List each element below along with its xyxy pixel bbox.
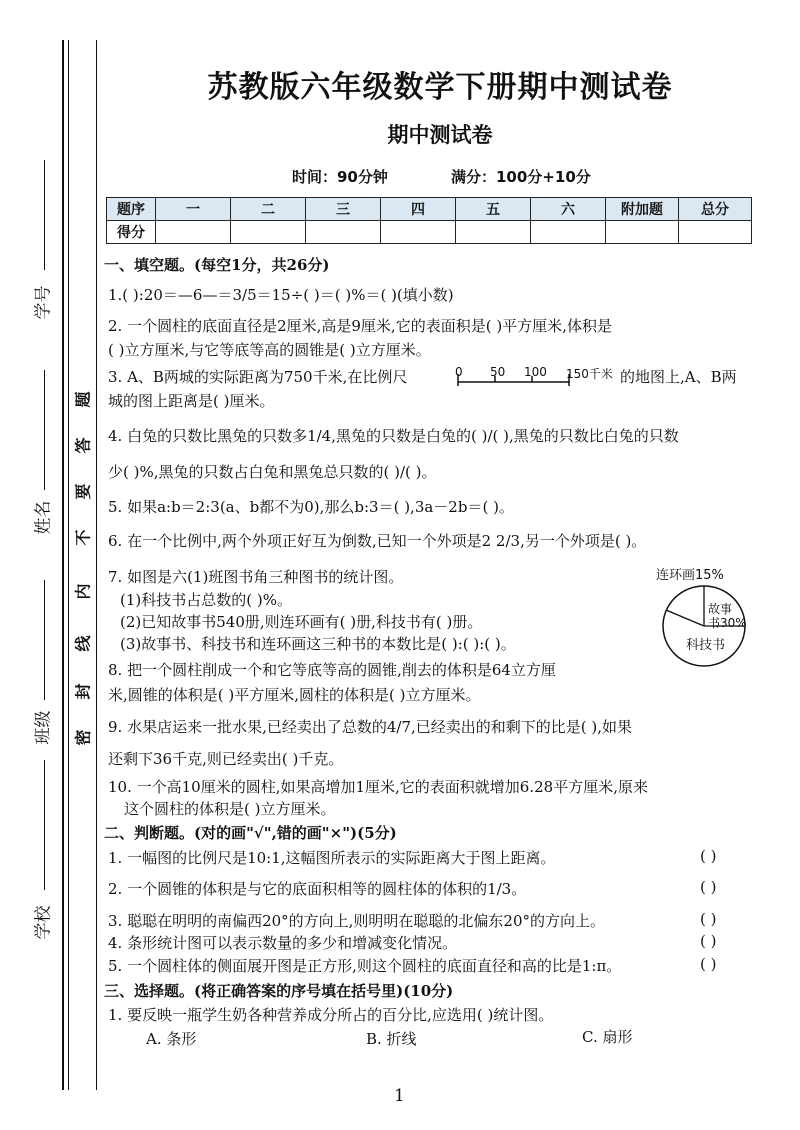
- score-header-cell: 题序: [107, 198, 156, 221]
- warning-char: 不: [73, 529, 93, 546]
- judge-q5: 5. 一个圆柱体的侧面展开图是正方形,则这个圆柱的底面直径和高的比是1:π。: [108, 957, 622, 975]
- fill-q9-line2: 还剩下36千克,则已经卖出( )千克。: [108, 750, 344, 768]
- class-blank[interactable]: [44, 580, 45, 700]
- binding-line-2: [68, 40, 69, 1090]
- score-header-cell: 附加题: [606, 198, 679, 221]
- score-cell[interactable]: [456, 221, 531, 244]
- fill-q2-line2: ( )立方厘米,与它等底等高的圆锥是( )立方厘米。: [108, 341, 431, 359]
- warning-char: 题: [73, 391, 93, 408]
- judge-answer-2[interactable]: ( ): [700, 878, 717, 896]
- choice-option-a[interactable]: A. 条形: [146, 1030, 197, 1048]
- fill-q8-line1: 8. 把一个圆柱削成一个和它等底等高的圆锥,削去的体积是64立方厘: [108, 661, 556, 679]
- judge-answer-4[interactable]: ( ): [700, 932, 717, 950]
- fill-q7-1: (1)科技书占总数的( )%。: [120, 591, 292, 609]
- section-choice-heading: 三、选择题。(将正确答案的序号填在括号里)(10分): [104, 982, 454, 1000]
- fill-q3-line1a: 3. A、B两城的实际距离为750千米,在比例尺: [108, 368, 408, 386]
- score-cell[interactable]: [679, 221, 752, 244]
- binding-line-3: [96, 40, 97, 1090]
- warning-char: 线: [73, 635, 93, 652]
- school-blank[interactable]: [44, 760, 45, 890]
- pie-label-gushi: 故事: [708, 602, 733, 616]
- judge-answer-5[interactable]: ( ): [700, 955, 717, 973]
- fill-q8-line2: 米,圆锥的体积是( )平方厘米,圆柱的体积是( )立方厘米。: [108, 686, 481, 704]
- pie-label-keji: 科技书: [686, 638, 726, 653]
- student-id-blank[interactable]: [44, 160, 45, 270]
- score-header-cell: 总分: [679, 198, 752, 221]
- scale-tick-label: 150千米: [566, 367, 613, 381]
- name-blank[interactable]: [44, 370, 45, 490]
- scale-bar: [452, 364, 578, 390]
- score-header-cell: 五: [456, 198, 531, 221]
- judge-answer-3[interactable]: ( ): [700, 910, 717, 928]
- choice-option-c[interactable]: C. 扇形: [582, 1028, 633, 1046]
- school-label: 学校: [33, 905, 54, 940]
- score-header-cell: 一: [156, 198, 231, 221]
- name-label: 姓名: [33, 500, 54, 535]
- section-fill-heading: 一、填空题。(每空1分，共26分): [104, 256, 330, 274]
- class-label: 班级: [33, 710, 54, 745]
- judge-answer-1[interactable]: ( ): [700, 847, 717, 865]
- page-number: 1: [394, 1086, 405, 1106]
- scale-tick-label: 0: [455, 365, 463, 379]
- score-cell[interactable]: [531, 221, 606, 244]
- pie-label-lianhuan: 连环画15%: [656, 568, 724, 583]
- fill-q9-line1: 9. 水果店运来一批水果,已经卖出了总数的4/7,已经卖出的和剩下的比是( ),如果: [108, 718, 632, 736]
- warning-char: 要: [73, 483, 93, 500]
- score-row-label: 得分: [107, 221, 156, 244]
- warning-char: 内: [73, 583, 93, 600]
- score-cell[interactable]: [156, 221, 231, 244]
- fill-q2-line1: 2. 一个圆柱的底面直径是2厘米,高是9厘米,它的表面积是( )平方厘米,体积是: [108, 317, 612, 335]
- section-judge-heading: 二、判断题。(对的画"√",错的画"×")(5分): [104, 824, 397, 842]
- full-score-label: 满分：100分+10分: [451, 168, 591, 186]
- fill-q3-line2: 城的图上距离是( )厘米。: [108, 392, 275, 410]
- fill-q3-line1b: 的地图上,A、B两: [620, 368, 737, 386]
- score-header-cell: 六: [531, 198, 606, 221]
- binding-line-1: [62, 40, 64, 1090]
- warning-char: 答: [73, 437, 93, 454]
- score-header-cell: 三: [306, 198, 381, 221]
- page-subtitle: 期中测试卷: [387, 123, 493, 147]
- warning-char: 密: [73, 729, 93, 746]
- choice-q1: 1. 要反映一瓶学生奶各种营养成分所占的百分比,应选用( )统计图。: [108, 1006, 554, 1024]
- score-cell[interactable]: [231, 221, 306, 244]
- fill-q1: 1.( ):20＝—6—＝3/5＝15÷( )＝( )%＝( )(填小数): [108, 286, 454, 304]
- judge-q3: 3. 聪聪在明明的南偏西20°的方向上,则明明在聪聪的北偏东20°的方向上。: [108, 912, 606, 930]
- fill-q10-line2: 这个圆柱的体积是( )立方厘米。: [124, 800, 336, 818]
- judge-q1: 1. 一幅图的比例尺是10:1,这幅图所表示的实际距离大于图上距离。: [108, 849, 556, 867]
- score-table: [106, 197, 752, 244]
- time-label: 时间：90分钟: [292, 168, 388, 186]
- scale-tick-label: 100: [524, 365, 547, 379]
- judge-q2: 2. 一个圆锥的体积是与它的底面积相等的圆柱体的体积的1/3。: [108, 880, 527, 898]
- warning-char: 封: [73, 683, 93, 700]
- fill-q7: 7. 如图是六(1)班图书角三种图书的统计图。: [108, 568, 404, 586]
- score-header-cell: 二: [231, 198, 306, 221]
- fill-q4-line2: 少( )%,黑兔的只数占白兔和黑兔总只数的( )/( )。: [108, 463, 437, 481]
- fill-q4-line1: 4. 白兔的只数比黑兔的只数多1/4,黑兔的只数是白兔的( )/( ),黑兔的只数比白兔的只数: [108, 427, 679, 445]
- score-cell[interactable]: [306, 221, 381, 244]
- fill-q7-2: (2)已知故事书540册,则连环画有( )册,科技书有( )册。: [120, 613, 483, 631]
- score-cell[interactable]: [606, 221, 679, 244]
- score-header-cell: 四: [381, 198, 456, 221]
- score-cell[interactable]: [381, 221, 456, 244]
- scale-tick-label: 50: [490, 365, 506, 379]
- choice-option-b[interactable]: B. 折线: [366, 1030, 417, 1048]
- fill-q6: 6. 在一个比例中,两个外项正好互为倒数,已知一个外项是2 2/3,另一个外项是( )。: [108, 532, 647, 550]
- pie-divider: [666, 610, 704, 626]
- student-id-label: 学号: [33, 285, 54, 320]
- pie-label-gushi: 书30%: [708, 616, 747, 630]
- fill-q10-line1: 10. 一个高10厘米的圆柱,如果高增加1厘米,它的表面积就增加6.28平方厘米,原来: [108, 778, 648, 796]
- page-title: 苏教版六年级数学下册期中测试卷: [207, 70, 673, 105]
- fill-q5: 5. 如果a:b＝2:3(a、b都不为0),那么b:3＝( ),3a－2b＝( )。: [108, 498, 514, 516]
- fill-q7-3: (3)故事书、科技书和连环画这三种书的本数比是( ):( ):( )。: [120, 635, 516, 653]
- judge-q4: 4. 条形统计图可以表示数量的多少和增减变化情况。: [108, 934, 458, 952]
